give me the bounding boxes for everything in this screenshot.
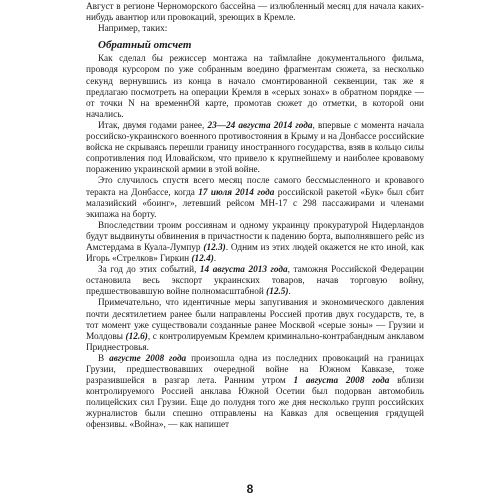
- paragraph-text: .: [288, 287, 291, 298]
- book-page-text: [86, 2, 424, 432]
- paragraph-text: , впервые с момента начала российско-украинского военного противостояния в Крыму и на Донбассе российские войска не скрываясь перешли границу иностранного государства, взяв в кольцо силы сопротивления под Иловайском, что привело к крупнейшему и наиболее кровавому поражению украинской армии в этой войне.: [86, 120, 424, 176]
- intro-paragraph: Август в регионе Черноморского бассейна — излюбленный месяц для начала каких-нибудь авантюр или провокаций, зреющих в Кремле.: [86, 2, 424, 24]
- paragraph-text: . Одним из этих людей окажется не кто иной, как Игорь «Стрелков» Гиркин: [86, 242, 425, 265]
- paragraph-text: .: [213, 254, 217, 265]
- emphasis-text: 1 августа 2008 года: [293, 376, 390, 387]
- body-paragraph: [86, 298, 424, 353]
- page-number: 8: [246, 482, 254, 496]
- emphasis-text: 17 июля 2014 года: [198, 187, 275, 198]
- body-paragraph: [86, 176, 424, 220]
- paragraph-text: , таможня Российской Федерации остановила весь экспорт украинских товаров, начав торговую войну, предшествовавшую войне полномасштабной: [86, 265, 424, 298]
- section-heading: Обратный отсчет: [98, 39, 192, 52]
- paragraph-text: Итак, двумя годами ранее,: [98, 120, 208, 131]
- body-paragraph: [86, 265, 424, 298]
- paragraph-text: Примечательно, что идентичные меры запугивания и экономического давления почти десятилетием ранее были направлены Россией против двух государств, те, в тот момент уже существовали созданные ранее Москвой «серые зоны» — Грузии и Молдовы: [86, 298, 424, 342]
- body-paragraphs: [86, 54, 424, 431]
- paragraph-text: вблизи контролируемого Россией анклава Южной Осетии был подорван автомобиль полицейских сил Грузии. Еще до полудня того же дня несколько групп российских журналистов были спешно отправлены на Кавказ для освещения грядущей офензивы. «Война», — как напишет: [86, 376, 424, 431]
- paragraph-text: произошла одна из последних провокаций на границах Грузии, предшествовавших очередной войне на Южном Кавказе, тоже разразившейся в разгар лета. Ранним утром: [86, 353, 424, 387]
- paragraph-text: российской ракетой «Бук» был сбит малазийский «боинг», летевший рейсом МН-17 с 298 пассажирами и членами экипажа на борту.: [86, 187, 424, 220]
- body-paragraph: [86, 121, 424, 176]
- paragraph-text: Это случилось спустя всего месяц после самого бессмысленного и кровавого теракта на Донбассе, когда: [86, 176, 424, 198]
- body-paragraph: [86, 354, 424, 432]
- paragraph-text: За год до этих событий,: [98, 265, 200, 276]
- emphasis-text: 14 августа 2013 года: [199, 265, 288, 276]
- emphasis-text: августе 2008 года: [109, 353, 187, 364]
- body-paragraph: [86, 221, 424, 265]
- paragraph-text: В: [98, 353, 110, 364]
- emphasis-text: 23—24 августа 2014 года: [207, 120, 313, 131]
- emphasis-text: (12.6): [125, 331, 148, 342]
- paragraph-text: Впоследствии троим россиянам и одному украинцу прокуратурой Нидерландов будут выдвинуты обвинения в причастности к падению борта, выполнявшего рейс из Амстердама в Куала-Лумпур: [86, 220, 424, 253]
- paragraph-text: Как сделал бы режиссер монтажа на таймлайне документального фильма, проводя курсором по уже собранным воедино фрагментам сюжета, за несколько секунд вернувшись из конца в начало смонтированной секвенции, так же я предлагаю посмотреть на операции Кремля в «серых зонах» в обратном порядке — от точки N на временнОй карте, промотав сюжет до отметки, в которой они начались.: [86, 54, 424, 120]
- emphasis-text: (12.4): [191, 254, 214, 265]
- emphasis-text: (12.5): [266, 287, 289, 298]
- body-paragraph: [86, 54, 424, 121]
- paragraph-text: , с контролируемым Кремлем криминально-контрабандным анклавом Приднестровья.: [86, 331, 424, 353]
- intro-example-line: Например, таких:: [98, 24, 168, 35]
- emphasis-text: (12.3): [203, 242, 226, 253]
